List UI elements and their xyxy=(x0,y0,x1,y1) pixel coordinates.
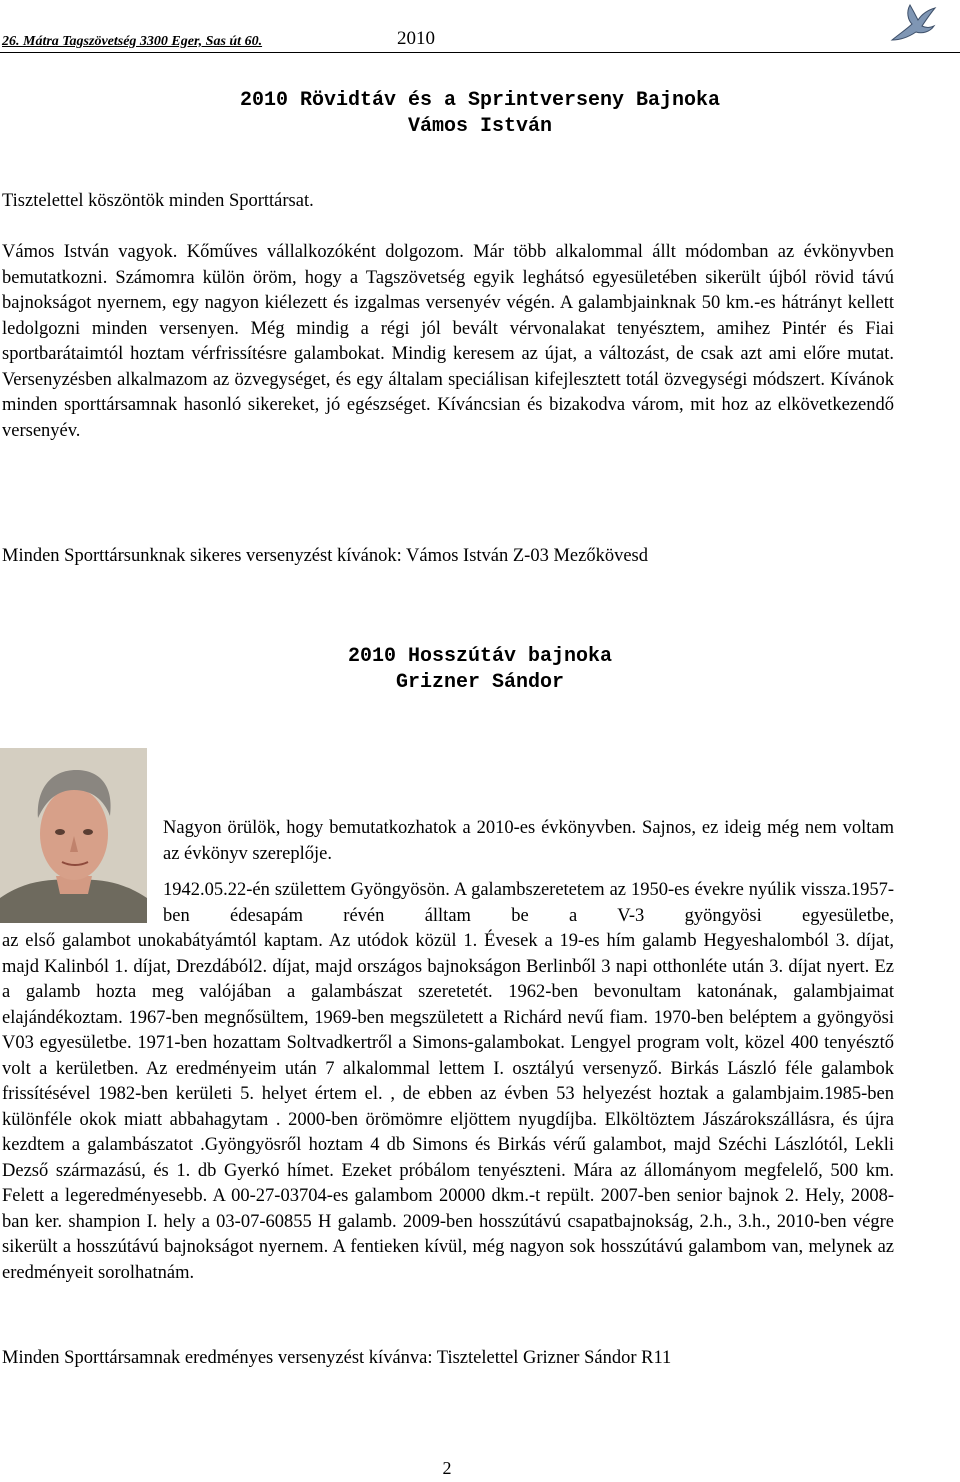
section1-title-line1: 2010 Rövidtáv és a Sprintverseny Bajnoka xyxy=(239,89,721,112)
section2-title xyxy=(0,644,960,696)
page-header xyxy=(0,0,960,52)
section1-title-line2: Vámos István xyxy=(407,115,553,138)
section1-greeting: Tisztelettel köszöntök minden Sporttársat. xyxy=(2,191,314,211)
header-rule xyxy=(0,52,960,53)
section1-body: Vámos István vagyok. Kőműves vállalkozóként dolgozom. Már több alkalommal állt módomban az évkönyvben bemutatkozni. Számomra külön öröm, hogy a Tagszövetség egyik leghátsó egyesületében sikerült újból rövid távú bajnokságot nyernem, egy nagyon kiélezett és izgalmas versenyév végén. A galambjainknak 50 km.-es hátrányt kellett ledolgozni minden versenyen. Még mindig a régi jól bevált vérvonalakat tenyésztem, amihez Pintér és Fiai sportbarátaimtól hoztam vérfrissítésre galambokat. Mindig keresem az újat, a változást, de csak azt ami előre mutat. Versenyzésben alkalmazom az özvegységet, és egy általam speciálisan kifejlesztett totál özvegységi módszert. Kívánok minden sporttársamnak hasonló sikereket, jó egészséget. Kíváncsian és bizakodva várom, mit hoz az elkövetkezendő versenyév. xyxy=(2,242,894,441)
header-year: 2010 xyxy=(397,28,435,49)
header-org: 26. Mátra Tagszövetség 3300 Eger, Sas út 60. xyxy=(2,34,263,49)
section2-closing: Minden Sporttársamnak eredményes versenyzést kívánva: Tisztelettel Grizner Sándor R11 xyxy=(2,1348,672,1368)
section2-bio-rest: az első galambot unokabátyámtól kaptam. Az utódok közül 1. Évesek a 19-es hím galamb Hegyeshalomból 3. díjat, majd Kalinból 1. díjat, Drezdából2. díjat, majd országos bajnokságon Berlinből 3 napi otthonléte után 3. díjat nyert. Ez a galamb hozta meg valójában a galambászat szeretetét. 1962-ben bevonultam katonának, galambjaimat elajándékoztam. 1967-ben megnősültem, 1969-ben megszületett a Richárd nevű fiam. 1970-ben beléptem a gyöngyösi V03 egyesületbe. 1971-ben hozattam Soltvadkertről a Simons-galambokat. Lengyel program volt, közel 400 tenyésztő volt a kerületben. Az eredményeim után 7 alkalommal lettem I. osztályú versenyző. Birkás László féle galambok frissítésével 1982-ben kerületi 5. helyet értem el. , de ebben az évben 53 helyezést hoztak a galambjaim.1985-ben különféle okok miatt abbahagytam . 2000-ben örömömre eljöttem nyugdíjba. Elköltöztem Jászárokszállásra, és újra kezdtem a galambászatot .Gyöngyösről hoztam 4 db Simons és Birkás vérű galambot, majd Széchi Lászlótól, Lekli Dezső származású, és 1. db Gyerkó hímet. Ezeket próbálom tenyészteni. Mára az állományom megfelelő, 500 km. Felett a legeredményesebb. A 00-27-03704-es galambom 20000 dkm.-t repült. 2007-ben senior bajnok 2. Hely, 2008-ban ker. shampion I. hely a 03-07-60855 H galamb. 2009-ben hosszútávú csapatbajnokság, 2.h., 3.h., 2010-ben végre sikerült a hosszútávú bajnokságot nyernem. A fentieken kívül, még nagyon sok hosszútávú galambom van, melynek az eredményeit sorolhatnám. xyxy=(2,931,894,1283)
dove-icon xyxy=(888,2,938,46)
section2-intro: Nagyon örülök, hogy bemutatkozhatok a 2010-es évkönyvben. Sajnos, ez ideig még nem voltam az évkönyv szereplője. xyxy=(163,818,894,864)
section2-title-line1: 2010 Hosszútáv bajnoka xyxy=(347,645,613,668)
page-number: 2 xyxy=(442,1458,452,1478)
portrait-photo xyxy=(0,748,147,923)
section1-title xyxy=(0,88,960,140)
section2-title-line2: Grizner Sándor xyxy=(395,671,565,694)
section2-bio-first: 1942.05.22-én születtem Gyöngyösön. A galambszeretetem az 1950-es évekre nyúlik vissza.1957-ben édesapám révén álltam be a V-3 gyöngyösi egyesületbe, xyxy=(163,880,894,926)
section1-closing: Minden Sporttársunknak sikeres versenyzést kívánok: Vámos István Z-03 Mezőkövesd xyxy=(2,546,649,566)
